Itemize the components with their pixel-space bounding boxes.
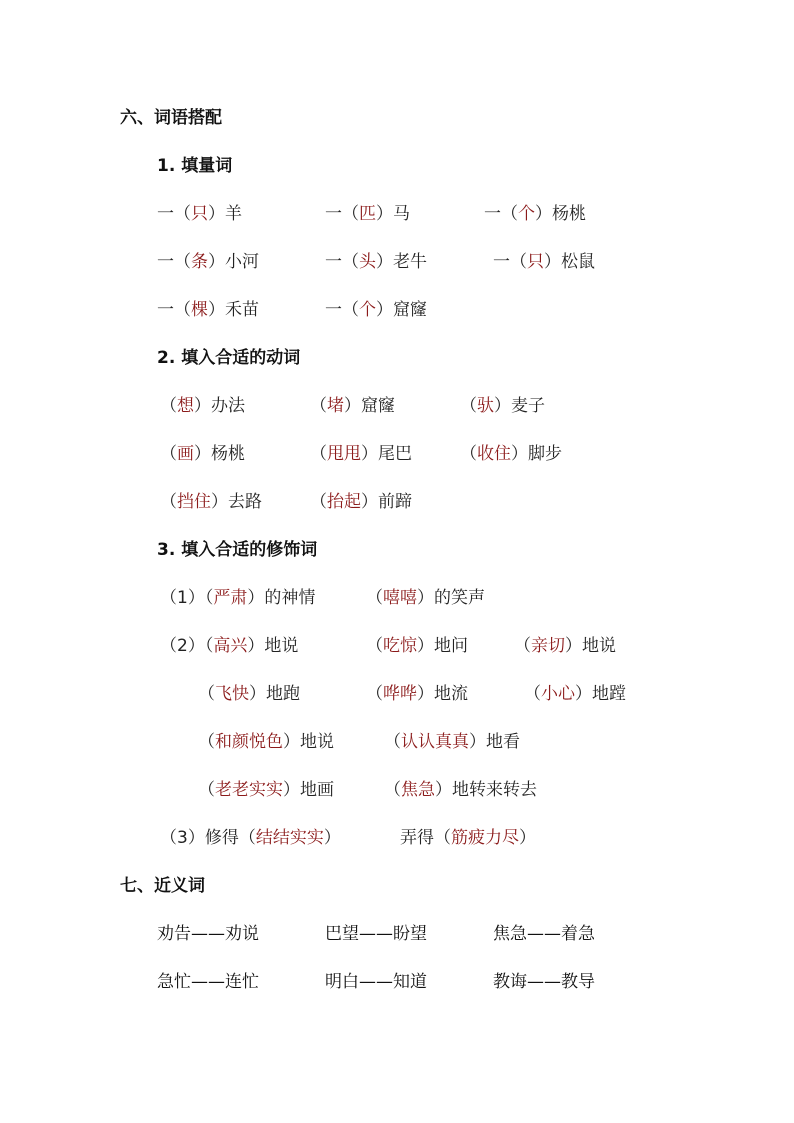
verb-item: （想）办法 — [160, 396, 245, 416]
subsection-3-title: 3. 填入合适的修饰词 — [157, 540, 318, 560]
modifier-item: （吃惊）地问 — [366, 636, 468, 656]
modifier-item: 弄得（筋疲力尽） — [400, 828, 536, 848]
modifier-item: （亲切）地说 — [514, 636, 616, 656]
subsection-1-title: 1. 填量词 — [157, 156, 233, 176]
modifier-item: （1）（严肃）的神情 — [160, 588, 316, 608]
modifier-item: （3）修得（结结实实） — [160, 828, 341, 848]
answer-text: 飞快 — [215, 684, 249, 704]
answer-text: 筋疲力尽 — [451, 828, 519, 848]
synonym-pair: 巴望——盼望 — [325, 924, 427, 944]
measure-item: 一（只）羊 — [157, 204, 242, 224]
synonym-pair: 劝告——劝说 — [157, 924, 259, 944]
answer-text: 头 — [359, 252, 376, 272]
synonym-pair: 焦急——着急 — [493, 924, 595, 944]
answer-text: 亲切 — [531, 636, 565, 656]
section-7-title: 七、近义词 — [120, 876, 205, 896]
answer-text: 甩甩 — [327, 444, 361, 464]
synonym-pair: 教诲——教导 — [493, 972, 595, 992]
answer-text: 吃惊 — [383, 636, 417, 656]
synonym-pair: 急忙——连忙 — [157, 972, 259, 992]
modifier-item: （认认真真）地看 — [384, 732, 520, 752]
answer-text: 匹 — [359, 204, 376, 224]
modifier-item: （小心）地蹚 — [524, 684, 626, 704]
measure-item: 一（个）窟窿 — [325, 300, 427, 320]
modifier-item: （焦急）地转来转去 — [384, 780, 537, 800]
answer-text: 高兴 — [213, 636, 248, 656]
verb-item: （甩甩）尾巴 — [310, 444, 412, 464]
answer-text: 焦急 — [401, 780, 435, 800]
modifier-item: （老老实实）地画 — [198, 780, 334, 800]
verb-item: （挡住）去路 — [160, 492, 262, 512]
answer-text: 个 — [359, 300, 376, 320]
modifier-item: （哗哗）地流 — [366, 684, 468, 704]
answer-text: 堵 — [327, 396, 344, 416]
answer-text: 结结实实 — [255, 828, 324, 848]
verb-item: （抬起）前蹄 — [310, 492, 412, 512]
answer-text: 抬起 — [327, 492, 361, 512]
verb-item: （收住）脚步 — [460, 444, 562, 464]
synonym-pair: 明白——知道 — [325, 972, 427, 992]
answer-text: 老老实实 — [215, 780, 283, 800]
modifier-item: （飞快）地跑 — [198, 684, 300, 704]
answer-text: 和颜悦色 — [215, 732, 283, 752]
measure-item: 一（条）小河 — [157, 252, 259, 272]
modifier-item: （和颜悦色）地说 — [198, 732, 334, 752]
measure-item: 一（个）杨桃 — [484, 204, 586, 224]
answer-text: 想 — [177, 396, 194, 416]
answer-text: 画 — [177, 444, 194, 464]
modifier-item: （2）（高兴）地说 — [160, 636, 299, 656]
answer-text: 收住 — [477, 444, 511, 464]
section-6-title: 六、词语搭配 — [120, 108, 222, 128]
answer-text: 棵 — [191, 300, 208, 320]
answer-text: 挡住 — [177, 492, 211, 512]
measure-item: 一（头）老牛 — [325, 252, 427, 272]
answer-text: 严肃 — [213, 588, 248, 608]
verb-item: （画）杨桃 — [160, 444, 245, 464]
verb-item: （堵）窟窿 — [310, 396, 395, 416]
modifier-item: （嘻嘻）的笑声 — [366, 588, 485, 608]
answer-text: 小心 — [541, 684, 575, 704]
measure-item: 一（匹）马 — [325, 204, 410, 224]
answer-text: 嘻嘻 — [383, 588, 417, 608]
answer-text: 只 — [527, 252, 544, 272]
answer-text: 哗哗 — [383, 684, 417, 704]
verb-item: （驮）麦子 — [460, 396, 545, 416]
measure-item: 一（只）松鼠 — [493, 252, 595, 272]
answer-text: 只 — [191, 204, 208, 224]
answer-text: 条 — [191, 252, 208, 272]
subsection-2-title: 2. 填入合适的动词 — [157, 348, 301, 368]
answer-text: 个 — [518, 204, 535, 224]
answer-text: 驮 — [477, 396, 494, 416]
answer-text: 认认真真 — [401, 732, 469, 752]
measure-item: 一（棵）禾苗 — [157, 300, 259, 320]
